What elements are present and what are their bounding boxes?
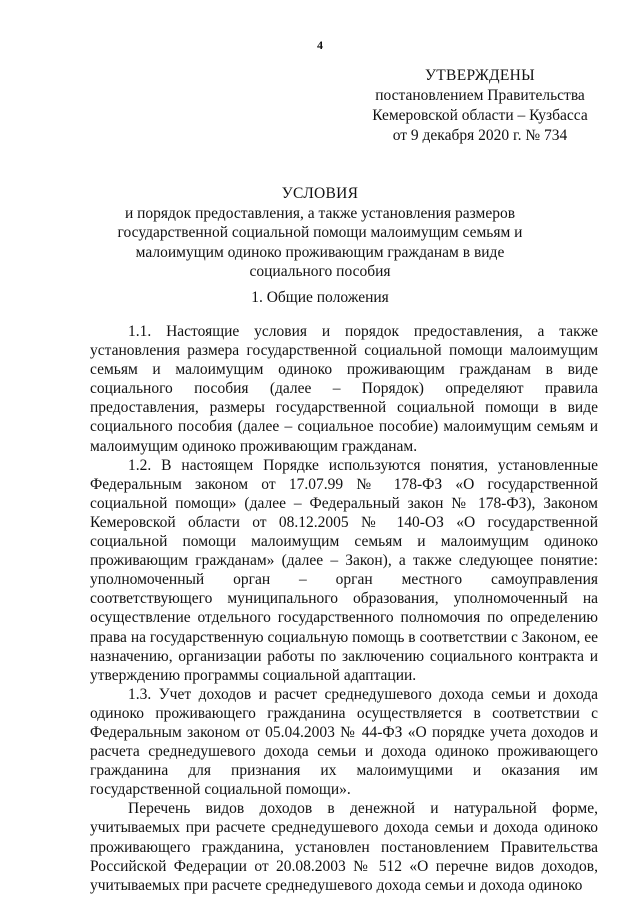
document-subtitle-line: малоимущим одиноко проживающим гражданам в виде [135, 243, 505, 261]
approval-date-line: от 9 декабря 2020 г. № 734 [392, 127, 568, 144]
paragraph-1-1: 1.1. Настоящие условия и порядок предоставления, а также установления размера государственной социальной помощи малоимущим семьям и малоимущим одиноко проживающим гражданам в виде социального пособия (далее – Порядок) определяют правила предоставления, размеры государственной социальной помощи в виде социального пособия (далее – социальное пособие) малоимущим семьям и малоимущим одиноко проживающим гражданам. [90, 323, 598, 455]
approval-line: Кемеровской области – Кузбасса [372, 107, 588, 124]
document-title: УСЛОВИЯ [281, 185, 359, 202]
paragraph-income-list: Перечень видов доходов в денежной и натуральной форме, учитываемых при расчете среднедушевого дохода семьи и дохода одиноко проживающего гражданина, установлен постановлением Правительства Российской Федерации от 20.08.2003 № 512 «О перечне видов доходов, учитываемых при расчете среднедушевого дохода семьи и дохода одиноко [90, 800, 598, 894]
document-title-block [100, 184, 540, 282]
document-subtitle-line: государственной социальной помощи малоимущим семьям и [117, 224, 523, 241]
paragraph-1-2: 1.2. В настоящем Порядке используются понятия, установленные Федеральным законом от 17.07.99 № 178-ФЗ «О государственной социальной помощи» (далее – Федеральный закон № 178-ФЗ), Законом Кемеровской области от 08.12.2005 № 140-ОЗ «О государственной социальной помощи малоимущим семьям и малоимущим одиноко проживающим гражданам» (далее – Закон), а также следующее понятие: уполномоченный орган – орган местного самоуправления соответствующего муниципального образования, уполномоченный на осуществление отдельного государственного полномочия по определению права на государственную социальную помощь в соответствии с Законом, ее назначению, организации работы по заключению социального контракта и утверждению программы социальной адаптации. [90, 456, 598, 684]
approval-line: постановлением Правительства [375, 87, 585, 104]
document-subtitle-line: и порядок предоставления, а также установления размеров [124, 204, 516, 222]
approval-block [360, 66, 600, 146]
paragraph-1-3: 1.3. Учет доходов и расчет среднедушевого дохода семьи и дохода одиноко проживающего гражданина осуществляется в соответствии с Федеральным законом от 05.04.2003 № 44-ФЗ «О порядке учета доходов и расчета среднедушевого дохода семьи и дохода одиноко проживающего гражданина для признания их малоимущими и оказания им государственной социальной помощи». [90, 685, 598, 799]
document-subtitle-line: социального пособия [249, 263, 391, 280]
approval-title: УТВЕРЖДЕНЫ [425, 67, 535, 84]
document-body [90, 322, 598, 895]
section-heading: 1. Общие положения [251, 289, 389, 306]
page-number: 4 [317, 38, 323, 52]
